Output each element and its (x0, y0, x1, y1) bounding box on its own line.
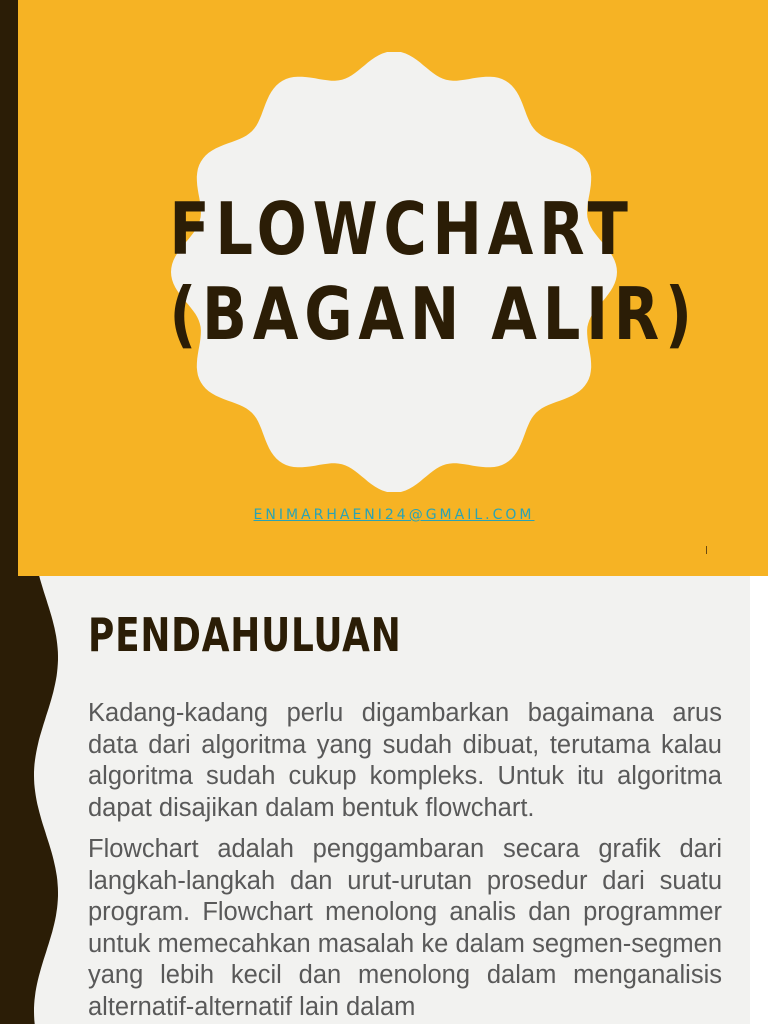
paragraph-1: Kadang-kadang perlu digambarkan bagaimana arus data dari algoritma yang sudah dibuat, terutama kalau algoritma sudah cukup kompleks. Untuk itu algoritma dapat disajikan dalam bentuk flowchart. (88, 699, 722, 822)
body-text (88, 698, 722, 1024)
slide-mark (706, 546, 707, 554)
paragraph-2: Flowchart adalah penggambaran secara grafik dari langkah-langkah dan urut-urutan prosedur dari suatu program. Flowchart menolong analis dan programmer untuk memecahkan masalah ke dalam segmen-segmen yang lebih kecil dan menolong dalam menganalisis alternatif-alternatif lain dalam (88, 835, 722, 1021)
content-slide (0, 576, 768, 1024)
wavy-left-border (0, 576, 62, 1024)
email-link[interactable]: ENIMARHAENI24@GMAIL.COM (253, 507, 535, 523)
title-line-1: FLOWCHART (169, 187, 634, 271)
title-line-2: (BAGAN ALIR) (169, 272, 698, 356)
section-heading: PENDAHULUAN (88, 608, 402, 662)
left-accent-bar (0, 0, 18, 576)
